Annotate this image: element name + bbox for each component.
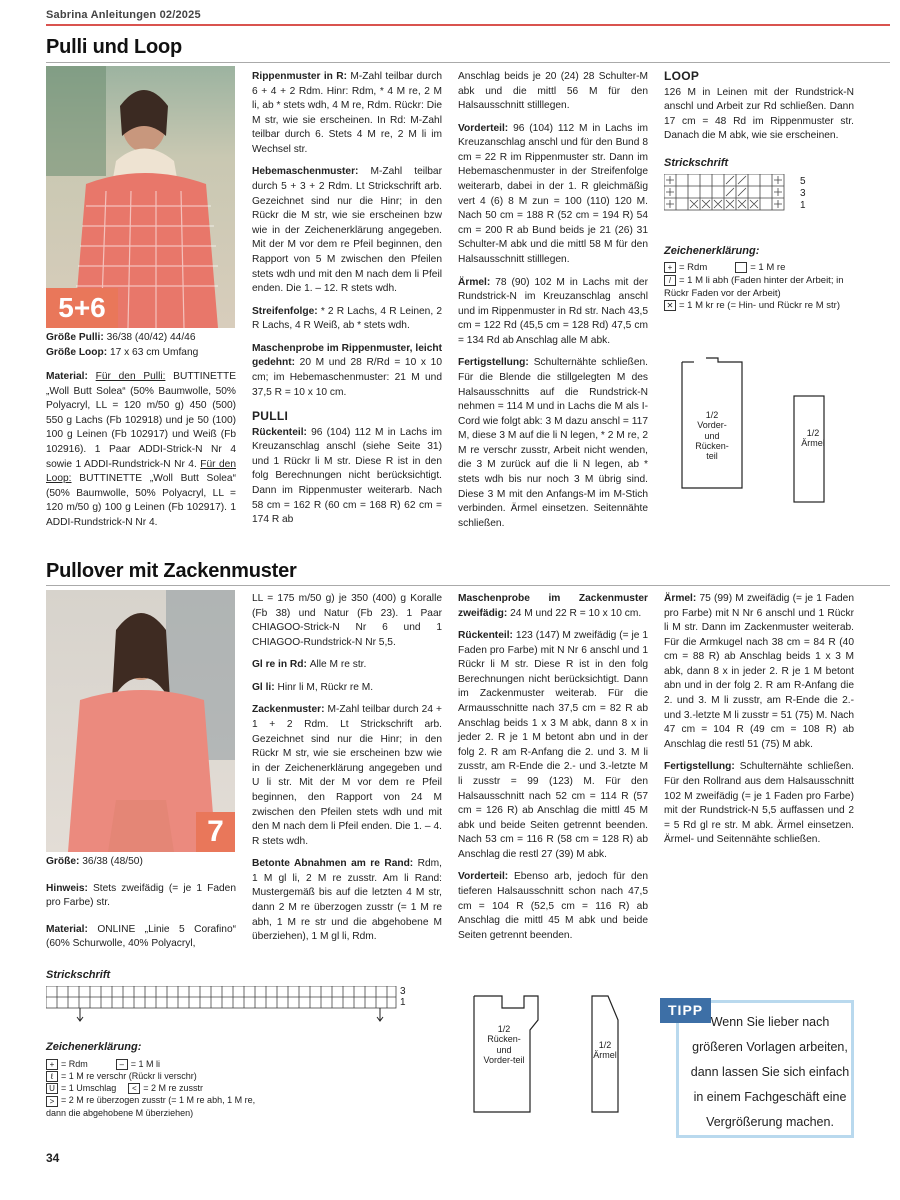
size-loop: 17 x 63 cm Umfang bbox=[109, 346, 199, 358]
loop-heading: LOOP bbox=[664, 69, 700, 83]
pattern-number-badge: 5+6 bbox=[46, 288, 118, 328]
betonte-abnahmen: Rdm, 1 M gl li, 2 M re zusstr. Am li Rand: Mustergemäß bis auf die letzten 4 M str, dann 2 M re überzogen zusstr (= 1 M re abh, 1 M re str und die abgehobene M überziehen), 1 M gl li, Rdm. bbox=[252, 858, 442, 943]
material: ONLINE „Linie 5 Corafino“ (60% Schurwolle, 40% Polyacryl, bbox=[46, 923, 236, 950]
rueckenteil-text: 96 (104) 112 M in Lachs im Kreuzanschlag anschl (siehe Seite 31) und 1 Rückr li M str. Diese R ist in den folg Berechnungen nicht berücksichtigt. Dann im Rippenmuster weiterarb. Nach 58 cm = 162 R (60 cm = 168 R) 62 cm = 174 R ab bbox=[252, 426, 442, 526]
rueckenteil-2: 123 (147) M zweifädig (= je 1 Faden pro Farbe) mit N Nr 6 anschl und 1 Rückr li M str. Diese R ist in den folg Berechnungen nicht berücksichtigt. Dann im Zackenmuster weiterab. Für die Armausschnitte nach 37,5 cm = 82 R ab Anschlag beids 1 x 3 M abk, dann 8 x in jeder 2. R je 1 M betont abn und in der folg 2. R am R-Anfang die 2. und 3. M li zusstr, am R-Ende die 2.- und 3.-letzte M li zusstr = 99 (123) M. Für den Halsausschnitt nach 52 cm = 114 R (57 cm = 126 R) ab Anschlag die mittl 45 M abk und beide Seiten getrennt beenden. Nach 53 cm = 116 R (58 cm = 128 R) ab Anschlag die restl 27 (39) M abk. bbox=[458, 630, 648, 860]
section1-title: Pulli und Loop bbox=[46, 36, 183, 58]
legend1: + = Rdm = 1 M re / = 1 M li abh (Faden hinter der Arbeit; in Rückr Faden vor der Arbeit) ✕ = 1 M kr re (= Hin- und Rückr re M str) bbox=[664, 262, 844, 312]
section2-rule bbox=[46, 585, 890, 586]
maschenprobe-text: 20 M und 28 R/Rd = 10 x 10 cm; im Hebemaschenmuster: 21 M und 37,5 R = 10 x 10 cm. bbox=[252, 357, 442, 398]
row-3: 3 bbox=[800, 188, 806, 199]
section2-col3: Maschenprobe im Zackenmuster zweifädig: 24 M und 22 R = 10 x 10 cm. Rückenteil: 123 (147) M zweifädig (= je 1 Faden pro Farbe) mit N Nr 6 anschl und 1 Rückr li M str. Diese R ist in den folg Berechnungen nicht berücksichtigt. Dann im Zackenmuster weiterab. Für die Armausschnitte nach 37,5 cm = 82 R ab Anschlag beids 1 x 3 M abk, dann 8 x in jeder 2. R je 1 M betont abn und in der folg 2. R am R-Anfang die 2. und 3. M li zusstr, am R-Ende die 2.- und 3.-letzte M li zusstr = 99 (123) M. Für den Halsausschnitt nach 52 cm = 114 R (57 cm = 126 R) ab Anschlag die mittl 45 M abk und beide Seiten getrennt beenden. Nach 53 cm = 116 R (58 cm = 128 R) ab Anschlag die restl 27 (39) M abk. Vorderteil: Ebenso arb, jedoch für den tieferen Halsausschnitt schon nach 47,5 cm = 104 R (52,5 cm = 116 R) ab Anschlag die mittl 45 M abk und beide Seiten getrennt beenden. bbox=[458, 593, 648, 941]
hebemaschen-text: M-Zahl teilbar durch 5 + 3 + 2 Rdm. Lt Strickschrift arb. Gezeichnet sind nur die Hinr; in den Rückr die M str, wie sie erscheinen bzw wie in der Zeichenerklärung angegeben. Mit der M vor dem re Pfeil beginnen, den Rapport von 5 M zwischen den Pfeilen stets wdh und mit den M nach dem li Pfeil enden. Die 1. – 12. R stets wdh. bbox=[252, 166, 442, 295]
legend2-title: Zeichenerklärung: bbox=[46, 1041, 142, 1053]
page-number: 34 bbox=[46, 1151, 60, 1165]
section2-col2: LL = 175 m/50 g) je 350 (400) g Koralle (Fb 38) und Natur (Fb 23). 1 Paar CHIAGOO-Strick-N Nr 6 und 1 CHIAGOO-Rundstrick-N Nr 5,5. Gl re in Rd: Alle M re str. Gl li: Hinr li M, Rückr re M. Zackenmuster: M-Zahl teilbar durch 24 + 1 + 2 Rdm. Lt Strickschrift arb. Gezeichnet sind nur die Hinr; in den Rückr M str, wie sie erscheinen bzw wie in der Zeichenerklärung angegeben und U li str. Mit der M vor dem re Pfeil beginnen, den Rapport von 24 M zwischen den Pfeilen stets wdh und mit den M nach dem li Pfeil enden. Die 1. – 4. R stets wdh. Betonte Abnahmen am re Rand: Rdm, 1 M gl li, 2 M re zusstr. Am li Rand: Mustergemäß bis auf die letzten 4 M str, dann 2 M re überzogen zusstr (= 1 M re abh, 1 M re str und die abgehobene M überziehen), 1 M gl li, Rdm. bbox=[252, 593, 443, 943]
row-5: 5 bbox=[800, 176, 806, 187]
pattern-number-badge-2: 7 bbox=[196, 812, 235, 852]
twisted-knit-icon: ℓ bbox=[46, 1071, 58, 1082]
section1-rule bbox=[46, 62, 890, 63]
fertigstellung-2: Schulternähte schließen. Für den Rollrand aus dem Halsausschnitt 102 M zweifädig (= je 1 Faden pro Farbe) mit der Rundstrick-N 5,5 auffassen und 2 = 5 Rd gl re str. M abk. Ärmel einsetzen. Ärmel- und Seitennähte schließen. bbox=[664, 761, 854, 846]
material-loop: BUTTINETTE „Woll Butt Solea“ (50% Baumwolle, 50% Polyacryl, LL = 120 m/50 g) 100 g Leinen (Fb 102917). 1 ADDI-Rundstrick-N Nr 4. bbox=[46, 473, 236, 528]
pulli-heading: PULLI bbox=[252, 409, 289, 424]
chart2-title: Strickschrift bbox=[46, 969, 111, 981]
rueckenteil-cont: Anschlag beids je 20 (24) 28 Schulter-M abk und die mittl 56 M für den Halsausschnitt stilllegen. bbox=[458, 71, 648, 112]
legend1-title: Zeichenerklärung: bbox=[664, 245, 760, 257]
aermel-text: 78 (90) 102 M in Lachs mit der Rundstrick-N im Kreuzanschlag anschl und im Rippenmuster in Rd str. Nach 43,5 cm = 122 Rd (45,5 cm = 128 Rd) 47,5 cm = 134 Rd ab Anschlag alle M abk. bbox=[458, 276, 648, 346]
legend2: + = Rdm – = 1 M li ℓ = 1 M re verschr (Rückr li verschr) U = 1 Umschlag < = 2 M re zusstr > = 2 M re überzogen zusstr (= 1 M re abh, 1 M re, dann die abgehobene M überziehen) bbox=[46, 1059, 256, 1118]
maschenprobe-2: 24 M und 22 R = 10 x 10 cm. bbox=[510, 607, 642, 619]
section1-col1: Größe Pulli: 36/38 (40/42) 44/46 Größe Loop: 17 x 63 cm Umfang Material: Für den Pulli: BUTTINETTE „Woll Butt Solea“ (50% Baumwolle, 50% Polyacryl, LL = 120 m/50 g) 450 (500) 550 g Lachs (Fb 102918) und je 50 (100) 100 g Leinen (Fb 102917) und Weiß (Fb 102916). 1 Paar ADDI-Strick-N Nr 4 sowie 1 ADDI-Rundstrick-N Nr 4. Für den Loop: BUTTINETTE „Woll Butt Solea“ (50% Baumwolle, 50% Polyacryl, LL = 120 m/50 g) 100 g Leinen (Fb 102917). 1 ADDI-Rundstrick-N Nr 4. bbox=[46, 332, 236, 528]
row-1: 1 bbox=[400, 997, 406, 1008]
chart1-row-numbers bbox=[800, 176, 806, 212]
section1-col2: Rippenmuster in R: M-Zahl teilbar durch 6 + 4 + 2 Rdm. Hinr: Rdm, * 4 M re, 2 M li, ab * stets wdh, 4 M re, Rdm. Rückr: Die M str, wie sie erscheinen. In Rd: M-Zahl teilbar durch 6. Stets 4 M re, 2 M li im Wechsel str. Hebemaschenmuster: M-Zahl teilbar durch 5 + 3 + 2 Rdm. Lt Strickschrift arb. Gezeichnet sind nur die Hinr; in den Rückr die M str, wie sie erscheinen bzw wie in der Zeichenerklärung angegeben. Mit der M vor dem re Pfeil beginnen, den Rapport von 5 M zwischen den Pfeilen stets wdh und mit den M nach dem li Pfeil enden. Die 1. – 12. R stets wdh. Streifenfolge: * 2 R Lachs, 4 R Leinen, 2 R Lachs, 4 R Weiß, ab * stets wdh. Maschenprobe im Rippenmuster, leicht gedehnt: 20 M und 28 R/Rd = 10 x 10 cm; im Hebemaschenmuster: 21 M und 37,5 R = 10 x 10 cm. PULLI Rückenteil: 96 (104) 112 M in Lachs im Kreuzanschlag anschl (siehe Seite 31) und 1 Rückr li M str. Diese R ist in den folg Berechnungen nicht berücksichtigt. Dann im Rippenmuster weiterarb. Nach 58 cm = 162 R (60 cm = 168 R) 62 cm = 174 R ab bbox=[252, 71, 442, 526]
glatt-rechts: Alle M re str. bbox=[309, 659, 367, 671]
zackenmuster-text: M-Zahl teilbar durch 24 + 1 + 2 Rdm. Lt Strickschrift arb. Gezeichnet sind nur die Hinr; in den Rückr M str, wie sie erscheinen bzw wie in der Zeichenerklärung angegeben und U li str. Mit der M vor dem re Pfeil beginnen, den Rapport von 24 M zwischen den Pfeilen stets wdh und mit den M nach dem li Pfeil enden. Die 1. – 4. R stets wdh. bbox=[252, 704, 443, 847]
ssk-icon: > bbox=[46, 1096, 58, 1107]
section2-title: Pullover mit Zackenmuster bbox=[46, 560, 297, 582]
schematic1-label: 1/2 Vorder- und Rücken-teil bbox=[695, 410, 729, 462]
garter-stitch-icon: ✕ bbox=[664, 300, 676, 311]
magazine-header: Sabrina Anleitungen 02/2025 bbox=[46, 9, 201, 21]
edge-stitch-icon: + bbox=[46, 1059, 58, 1070]
slip-stitch-icon: / bbox=[664, 275, 676, 286]
purl-stitch-icon: – bbox=[116, 1059, 128, 1070]
row-1: 1 bbox=[800, 200, 806, 211]
schematic4-label: 1/2 Ärmel bbox=[593, 1040, 617, 1061]
section2-col1: Größe: 36/38 (48/50) Hinweis: Stets zweifädig (= je 1 Faden pro Farbe) str. Material: ONLINE „Linie 5 Corafino“ (60% Schurwolle, 40% Polyacryl, bbox=[46, 856, 236, 950]
knit-stitch-icon bbox=[735, 262, 747, 273]
streifenfolge-text: * 2 R Lachs, 4 R Leinen, 2 R Lachs, 4 R Weiß, ab * stets wdh. bbox=[252, 305, 442, 332]
k2tog-icon: < bbox=[128, 1083, 140, 1094]
tip-text: Wenn Sie lieber nach größeren Vorlagen arbeiten, dann lassen Sie sich einfach in einem Fachgeschäft eine Vergrößerung machen. bbox=[690, 1015, 850, 1129]
tip-label: TIPP bbox=[660, 998, 711, 1023]
aermel-2: 75 (99) M zweifädig (= je 1 Faden pro Farbe) mit N Nr 6 anschl und 1 Rückr li M str. Dann im Zackenmuster weiterab. Für die Armkugel nach 38 cm = 84 R (40 cm = 88 R) ab Anschlag beids 1 x 3 M abk, dann 8 x in jeder 2. R je 1 M betont abn und in der folg 2. R am R-Anfang die 2. und 3. M li zusstr, am R-Ende die 2.- und 3.-letzte M li zusstr = 51 (75) M. Nach 47 cm = 104 R (49 cm = 108 R) ab Anschlag die restl 51 (75) M abk. bbox=[664, 593, 854, 750]
vorderteil-text: 96 (104) 112 M in Lachs im Kreuzanschlag anschl und für den Bund 8 cm = 22 R im Rippenmuster str. Dann im Hebemaschenmuster in der Streifenfolge weiterarb, dabei in der 1. R gleichmäßig vert 4 (6) 8 M zun = 100 (110) 120 M. Nach 50 cm = 188 R (52 cm = 194 R) 54 cm = 200 R ab Bund beids je 21 (26) 31 Schulter-M abk und die mittl 58 M für den Halsausschnitt stilllegen. bbox=[458, 122, 648, 265]
fertigstellung-text: Schulternähte schließen. Für die Blende die stillgelegten M des Halsausschnitts auf die Rundstrick-N nehmen = 114 M und in Lachs die M als I-Cord wie folgt abk: 3 M dazu anschl = 117 M, diese 3 M auf die li N legen, * 2 M re, 2 M re verschr zusstr, Arbeit nicht wenden, die 3 M zurück auf die li N legen, ab * stets wdh bis nur noch 3 M übrig sind. Diese 3 M mit den Anfangs-M im M-Stich verbinden. Ärmel einsetzen. Seitennähte schließen. bbox=[458, 357, 648, 529]
yarn-over-icon: U bbox=[46, 1083, 58, 1094]
loop-text: 126 M in Leinen mit der Rundstrick-N anschl und Arbeit zur Rd schließen. Dann 17 cm = 48 Rd im Rippenmuster str. Danach die M abk, wie sie erscheinen. bbox=[664, 86, 854, 142]
hinweis: Stets zweifädig (= je 1 Faden pro Farbe) str. bbox=[46, 882, 236, 909]
size-pulli: 36/38 (40/42) 44/46 bbox=[106, 332, 196, 343]
size: 36/38 (48/50) bbox=[82, 856, 143, 867]
row-3: 3 bbox=[400, 986, 406, 997]
section1-col4 bbox=[664, 68, 854, 152]
knitting-chart-2 bbox=[46, 986, 416, 1026]
schematic2-label: 1/2 Ärmel bbox=[801, 428, 825, 449]
glatt-links: Hinr li M, Rückr re M. bbox=[277, 681, 374, 693]
chart2-row-numbers bbox=[400, 986, 406, 1008]
material-pulli: BUTTINETTE „Woll Butt Solea“ (50% Baumwolle, 50% Polyacryl, LL = 120 m/50 g) 450 (500) 550 g Lachs (Fb 102918) und je 50 (100) 100 g Leinen (Fb 102917) und Weiß (Fb 102916). 1 Paar ADDI-Strick-N Nr 4 sowie 1 ADDI-Rundstrick-N Nr 4. bbox=[46, 371, 236, 470]
knitting-chart-1 bbox=[664, 174, 814, 216]
section2-col4: Ärmel: 75 (99) M zweifädig (= je 1 Faden pro Farbe) mit N Nr 6 anschl und 1 Rückr li M str. Dann im Zackenmuster weiterab. Für die Armkugel nach 38 cm = 84 R (40 cm = 88 R) ab Anschlag beids 1 x 3 M abk, dann 8 x in jeder 2. R je 1 M betont abn und in der folg 2. R am R-Anfang die 2. und 3. M li zusstr, am R-Ende die 2.- und 3.-letzte M li zusstr = 51 (75) M. Nach 47 cm = 104 R (49 cm = 108 R) ab Anschlag die restl 51 (75) M abk. Fertigstellung: Schulternähte schließen. Für den Rollrand aus dem Halsausschnitt 102 M zweifädig (= je 1 Faden pro Farbe) mit der Rundstrick-N 5,5 auffassen und 2 = 5 Rd gl re str. M abk. Ärmel einsetzen. Ärmel- und Seitennähte schließen. bbox=[664, 593, 854, 846]
rippenmuster-text: M-Zahl teilbar durch 6 + 4 + 2 Rdm. Hinr: Rdm, * 4 M re, 2 M li, ab * stets wdh, 4 M re, Rdm. Rückr: Die M str, wie sie erscheinen. In Rd: M-Zahl teilbar durch 6. Stets 4 M re, 2 M li im Wechsel str. bbox=[252, 71, 442, 155]
header-rule bbox=[46, 24, 890, 26]
vorderteil-2: Ebenso arb, jedoch für den tieferen Halsausschnitt schon nach 47,5 cm = 104 R (52,5 cm = 116 R) ab Anschlag die mittl 45 M abk und beide Seiten getrennt beenden. bbox=[458, 871, 648, 941]
schematic3-label: 1/2 Rücken- und Vorder-teil bbox=[483, 1024, 525, 1066]
material-cont: LL = 175 m/50 g) je 350 (400) g Koralle (Fb 38) und Natur (Fb 23). 1 Paar CHIAGOO-Strick-N Nr 6 und 1 CHIAGOO-Rundstrick-N Nr 5,5. bbox=[252, 593, 442, 648]
section1-col3: Anschlag beids je 20 (24) 28 Schulter-M abk und die mittl 56 M für den Halsausschnitt stilllegen. Vorderteil: 96 (104) 112 M in Lachs im Kreuzanschlag anschl und für den Bund 8 cm = 22 R im Rippenmuster str. Dann im Hebemaschenmuster in der Streifenfolge weiterarb, dabei in der 1. R gleichmäßig vert 4 (6) 8 M zun = 100 (110) 120 M. Nach 50 cm = 188 R (52 cm = 194 R) 54 cm = 200 R ab Bund beids je 21 (26) 31 Schulter-M abk und die mittl 58 M für den Halsausschnitt stilllegen. Ärmel: 78 (90) 102 M in Lachs mit der Rundstrick-N im Kreuzanschlag anschl und im Rippenmuster in Rd str. Nach 43,5 cm = 122 Rd (45,5 cm = 128 Rd) 47,5 cm = 134 Rd ab Anschlag alle M abk. Fertigstellung: Schulternähte schließen. Für die Blende die stillgelegten M des Halsausschnitts auf die Rundstrick-N nehmen = 114 M und in Lachs die M als I-Cord wie folgt abk: 3 M dazu anschl = 117 M, diese 3 M auf die li N legen, * 2 M re, 2 M re verschr zusstr, Arbeit nicht wenden, die 3 M zurück auf die li N legen, ab * stets wdh bis nur noch 3 M übrig sind. Diese 3 M mit den Anfangs-M im M-Stich verbinden. Ärmel einsetzen. Seitennähte schließen. bbox=[458, 71, 648, 529]
edge-stitch-icon: + bbox=[664, 262, 676, 273]
chart1-title: Strickschrift bbox=[664, 157, 729, 169]
